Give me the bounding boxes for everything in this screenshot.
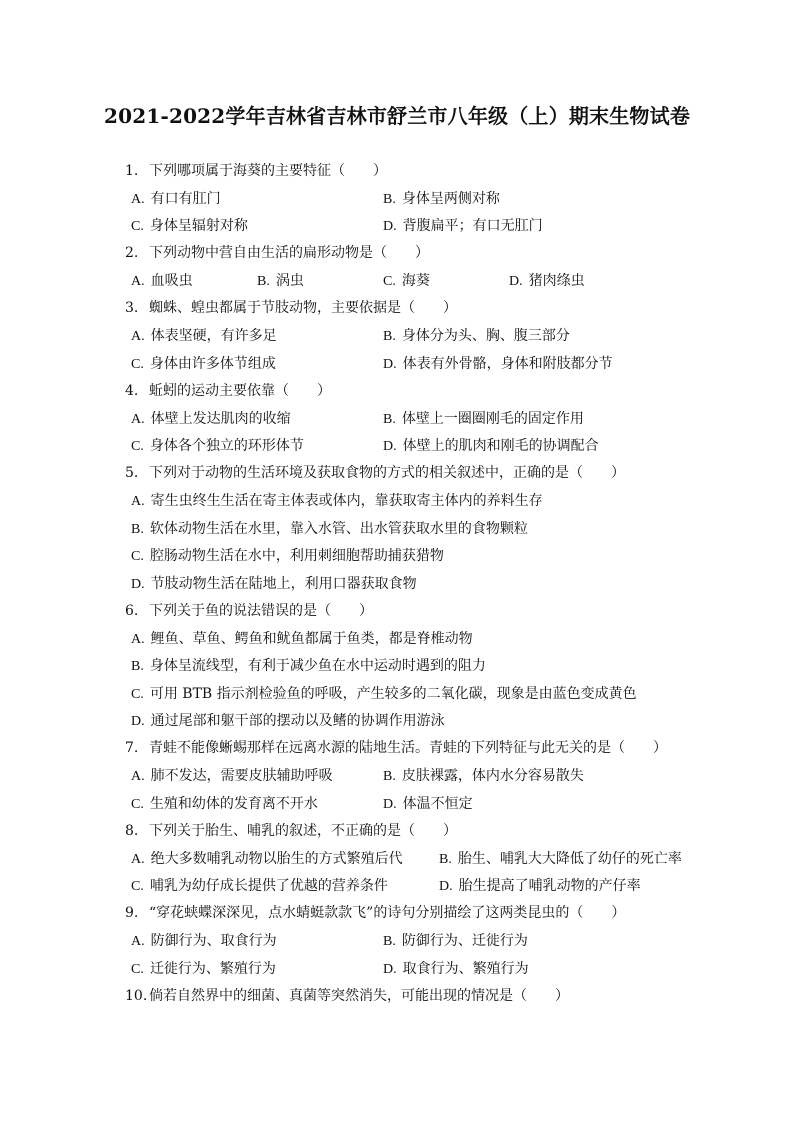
question-10 xyxy=(125,986,569,1006)
question-stem: 下列关于胎生、哺乳的叙述，不正确的是（ ） xyxy=(149,823,457,839)
question-number: 7. xyxy=(125,740,139,756)
option-a: A. 鲤鱼、草鱼、鳄鱼和鱿鱼都属于鱼类，都是脊椎动物 xyxy=(131,631,473,647)
question-stem: 青蛙不能像蜥蜴那样在远离水源的陆地生活。青蛙的下列特征与此无关的是（ ） xyxy=(149,740,667,756)
option-d: D. 取食行为、繁殖行为 xyxy=(383,961,529,977)
option-b: B. 体壁上一圈圈刚毛的固定作用 xyxy=(383,411,584,427)
question-number: 6. xyxy=(125,603,139,619)
option-a: A. 肺不发达，需要皮肤辅助呼吸 xyxy=(131,768,333,784)
option-a: A. 有口有肛门 xyxy=(131,191,221,207)
question-number: 8. xyxy=(125,823,139,839)
option-a: A. 绝大多数哺乳动物以胎生的方式繁殖后代 xyxy=(131,851,403,867)
question-number: 3. xyxy=(125,300,139,316)
option-c: C. 身体各个独立的环形体节 xyxy=(131,438,304,454)
option-c: C. 可用 BTB 指示剂检验鱼的呼吸，产生较多的二氧化碳，现象是由蓝色变成黄色 xyxy=(131,686,637,702)
option-c: C. 海葵 xyxy=(383,273,430,289)
option-b: B. 防御行为、迁徙行为 xyxy=(383,933,528,949)
option-d: D. 通过尾部和躯干部的摆动以及鳍的协调作用游泳 xyxy=(131,713,445,729)
option-b: B. 身体呈流线型，有利于减少鱼在水中运动时遇到的阻力 xyxy=(131,658,486,674)
option-c: C. 腔肠动物生活在水中，利用刺细胞帮助捕获猎物 xyxy=(131,548,444,564)
question-4 xyxy=(125,381,331,401)
question-8 xyxy=(125,821,457,841)
exam-title: 2021-2022学年吉林省吉林市舒兰市八年级（上）期末生物试卷 xyxy=(103,104,691,128)
question-1 xyxy=(125,161,387,181)
option-c: C. 哺乳为幼仔成长提供了优越的营养条件 xyxy=(131,878,388,894)
option-a: A. 寄生虫终生生活在寄主体表或体内，靠获取寄主体内的养料生存 xyxy=(131,493,543,509)
question-number: 9. xyxy=(125,905,139,921)
option-d: D. 猪肉绦虫 xyxy=(509,273,585,289)
option-d: D. 体温不恒定 xyxy=(383,796,473,812)
option-c: C. 生殖和幼体的发育离不开水 xyxy=(131,796,318,812)
question-stem: 倘若自然界中的细菌、真菌等突然消失，可能出现的情况是（ ） xyxy=(149,988,569,1004)
option-b: B. 皮肤裸露，体内水分容易散失 xyxy=(383,768,584,784)
option-b: B. 软体动物生活在水里，靠入水管、出水管获取水里的食物颗粒 xyxy=(131,521,528,537)
question-number: 2. xyxy=(125,245,139,261)
option-a: A. 体壁上发达肌肉的收缩 xyxy=(131,411,291,427)
option-b: B. 胎生、哺乳大大降低了幼仔的死亡率 xyxy=(439,851,682,867)
question-stem: 蜘蛛、蝗虫都属于节肢动物，主要依据是（ ） xyxy=(149,300,457,316)
question-stem: 下列哪项属于海葵的主要特征（ ） xyxy=(149,163,387,179)
option-a: A. 体表坚硬，有许多足 xyxy=(131,328,277,344)
option-a: A. 血吸虫 xyxy=(131,273,193,289)
option-d: D. 节肢动物生活在陆地上，利用口器获取食物 xyxy=(131,576,417,592)
question-5 xyxy=(125,463,625,483)
question-2 xyxy=(125,243,429,263)
option-b: B. 身体呈两侧对称 xyxy=(383,191,500,207)
question-number: 5. xyxy=(125,465,139,481)
option-c: C. 身体由许多体节组成 xyxy=(131,356,276,372)
option-d: D. 胎生提高了哺乳动物的产仔率 xyxy=(439,878,641,894)
question-stem: 蚯蚓的运动主要依靠（ ） xyxy=(149,383,331,399)
question-number: 10. xyxy=(125,988,148,1004)
option-d: D. 体表有外骨骼，身体和附肢都分节 xyxy=(383,356,613,372)
question-9 xyxy=(125,903,625,923)
option-d: D. 体壁上的肌肉和刚毛的协调配合 xyxy=(383,438,599,454)
option-c: C. 迁徙行为、繁殖行为 xyxy=(131,961,276,977)
option-d: D. 背腹扁平；有口无肛门 xyxy=(383,218,543,234)
question-stem: “穿花蛱蝶深深见，点水蜻蜓款款飞”的诗句分别描绘了这两类昆虫的（ ） xyxy=(149,905,626,921)
question-3 xyxy=(125,298,457,318)
option-a: A. 防御行为、取食行为 xyxy=(131,933,277,949)
option-b: B. 身体分为头、胸、腹三部分 xyxy=(383,328,570,344)
option-c: C. 身体呈辐射对称 xyxy=(131,218,248,234)
question-7 xyxy=(125,738,667,758)
question-number: 4. xyxy=(125,383,139,399)
option-b: B. 涡虫 xyxy=(257,273,304,289)
question-stem: 下列动物中营自由生活的扁形动物是（ ） xyxy=(149,245,429,261)
question-stem: 下列对于动物的生活环境及获取食物的方式的相关叙述中，正确的是（ ） xyxy=(149,465,625,481)
question-stem: 下列关于鱼的说法错误的是（ ） xyxy=(149,603,373,619)
question-number: 1. xyxy=(125,163,139,179)
question-6 xyxy=(125,601,373,621)
